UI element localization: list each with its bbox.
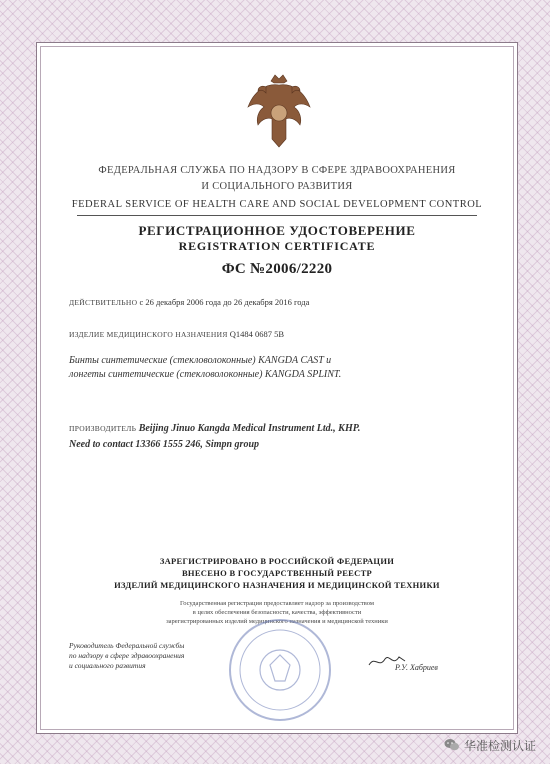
signer-name: Р.У. Хабриев: [395, 663, 438, 672]
agency-ru-line2: И СОЦИАЛЬНОГО РАЗВИТИЯ: [201, 181, 353, 192]
signer-title: [69, 641, 184, 671]
registered-line3: ИЗДЕЛИЙ МЕДИЦИНСКОГО НАЗНАЧЕНИЯ И МЕДИЦИНСКОЙ ТЕХНИКИ: [114, 580, 440, 590]
manufacturer-line: [69, 423, 360, 434]
manufacturer-label: ПРОИЗВОДИТЕЛЬ: [69, 424, 137, 433]
certificate-number: ФС №2006/2220: [221, 261, 333, 277]
official-stamp: [225, 615, 335, 725]
desc-line3: зарегистрированных изделий медицинского назначения и медицинской техники: [166, 618, 388, 625]
product-description-line2: лонгеты синтетические (стекловолоконные) KANGDA SPLINT.: [69, 369, 342, 380]
title-en: REGISTRATION CERTIFICATE: [178, 239, 376, 253]
validity-line: [69, 297, 309, 307]
agency-name-ru: [37, 163, 517, 195]
agency-name-en: FEDERAL SERVICE OF HEALTH CARE AND SOCIAL DEVELOPMENT CONTROL: [71, 199, 483, 210]
title-ru: РЕГИСТРАЦИОННОЕ УДОСТОВЕРЕНИЕ: [138, 223, 416, 238]
agency-ru-line1: ФЕДЕРАЛЬНАЯ СЛУЖБА ПО НАДЗОРУ В СФЕРЕ ЗДРАВООХРАНЕНИЯ: [98, 165, 456, 176]
certificate-sheet: [36, 42, 518, 734]
product-label: ИЗДЕЛИЕ МЕДИЦИНСКОГО НАЗНАЧЕНИЯ: [69, 330, 228, 339]
signer-title-line3: и социального развития: [69, 661, 146, 670]
signer-title-line1: Руководитель Федеральной службы: [69, 641, 185, 650]
manufacturer-value: Beijing Jinuo Kangda Medical Instrument Ltd., КНР.: [138, 423, 361, 434]
coat-of-arms-icon: [244, 73, 314, 151]
watermark: [444, 736, 536, 754]
validity-value: с 26 декабря 2006 года до 26 декабря 2016 года: [139, 297, 310, 307]
desc-line2: в целях обеспечения безопасности, качества, эффективности: [192, 609, 362, 616]
registration-statement: [37, 555, 517, 591]
product-code: Q1484 0687 5B: [229, 329, 285, 339]
wechat-icon: [444, 738, 460, 752]
registered-line2: ВНЕСЕНО В ГОСУДАРСТВЕННЫЙ РЕЕСТР: [181, 568, 373, 578]
signer-title-line2: по надзору в сфере здравоохранения: [69, 651, 185, 660]
registered-line1: ЗАРЕГИСТРИРОВАНО В РОССИЙСКОЙ ФЕДЕРАЦИИ: [159, 556, 395, 566]
contact-line: Need to contact 13366 1555 246, Simpn group: [69, 439, 260, 450]
validity-label: ДЕЙСТВИТЕЛЬНО: [69, 298, 138, 307]
product-description-line1: Бинты синтетические (стекловолоконные) KANGDA CAST и: [69, 355, 332, 366]
product-code-line: [69, 329, 284, 339]
header-divider: [77, 215, 477, 216]
watermark-text: 华准检测认证: [463, 738, 536, 753]
desc-line1: Государственная регистрация предоставляет надзор за производством: [180, 600, 374, 607]
